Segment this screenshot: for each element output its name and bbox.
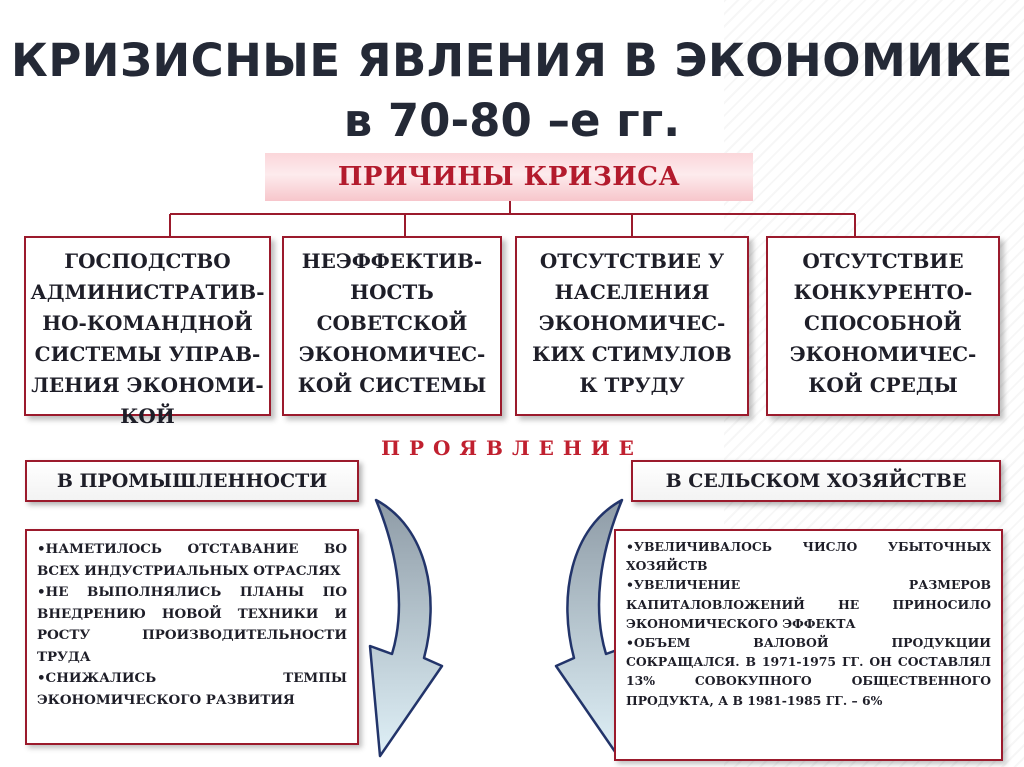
agriculture-header — [631, 460, 1001, 502]
cause-text: ОТСУТСТВИЕ У НАСЕЛЕНИЯ ЭКОНОМИЧЕС- КИХ СТИМУЛОВ К ТРУДУ — [532, 249, 732, 397]
manifestation-label: ПРОЯВЛЕНИЕ — [381, 436, 643, 460]
list-item: •УВЕЛИЧЕНИЕ РАЗМЕРОВ КАПИТАЛОВЛОЖЕНИЙ НЕ ПРИНОСИЛО ЭКОНОМИЧЕСКОГО ЭФФЕКТА — [626, 577, 991, 631]
cause-box-incentives — [515, 236, 749, 416]
cause-text: ОТСУТСТВИЕ КОНКУРЕНТО- СПОСОБНОЙ ЭКОНОМИЧЕС- КОЙ СРЕДЫ — [789, 249, 977, 397]
cause-text: ГОСПОДСТВО АДМИНИСТРАТИВ- НО-КОМАНДНОЙ СИСТЕМЫ УПРАВ- ЛЕНИЯ ЭКОНОМИ- КОЙ — [30, 249, 265, 428]
cause-box-inefficiency — [282, 236, 502, 416]
cause-box-administrative — [24, 236, 271, 428]
industry-header-label: В ПРОМЫШЛЕННОСТИ — [56, 470, 328, 492]
agriculture-header-label: В СЕЛЬСКОМ ХОЗЯЙСТВЕ — [665, 470, 967, 492]
cause-box-competition — [766, 236, 1000, 416]
list-item: •УВЕЛИЧИВАЛОСЬ ЧИСЛО УБЫТОЧНЫХ ХОЗЯЙСТВ — [626, 539, 991, 574]
list-item: •ОБЪЕМ ВАЛОВОЙ ПРОДУКЦИИ СОКРАЩАЛСЯ. В 1971-1975 ГГ. ОН СОСТАВЛЯЛ 13% СОВОКУПНОГО ОБЩЕСТВЕННОГО ПРОДУКТА, А В 1981-1985 ГГ. – 6% — [626, 635, 991, 708]
causes-header-label: ПРИЧИНЫ КРИЗИСА — [337, 162, 681, 192]
agriculture-details — [614, 529, 1003, 761]
list-item: •НАМЕТИЛОСЬ ОТСТАВАНИЕ ВО ВСЕХ ИНДУСТРИАЛЬНЫХ ОТРАСЛЯХ — [37, 541, 347, 579]
list-item: •СНИЖАЛИСЬ ТЕМПЫ ЭКОНОМИЧЕСКОГО РАЗВИТИЯ — [37, 670, 347, 708]
industry-header — [25, 460, 359, 502]
page-subtitle: в 70-80 –е гг. — [343, 94, 681, 147]
industry-details — [25, 529, 359, 745]
cause-text: НЕЭФФЕКТИВ- НОСТЬ СОВЕТСКОЙ ЭКОНОМИЧЕС- КОЙ СИСТЕМЫ — [297, 249, 487, 397]
list-item: •НЕ ВЫПОЛНЯЛИСЬ ПЛАНЫ ПО ВНЕДРЕНИЮ НОВОЙ ТЕХНИКИ И РОСТУ ПРОИЗВОДИТЕЛЬНОСТИ ТРУДА — [37, 584, 347, 665]
curved-arrow-left-icon — [358, 498, 458, 760]
page-title: КРИЗИСНЫЕ ЯВЛЕНИЯ В ЭКОНОМИКЕ — [11, 34, 1013, 87]
